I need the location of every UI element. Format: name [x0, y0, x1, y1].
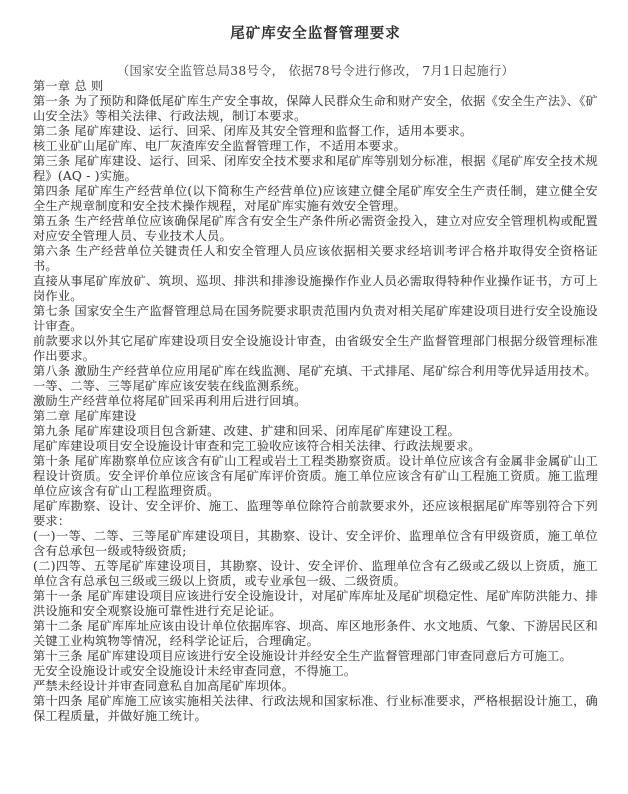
paragraph: 第十条 尾矿库勘察单位应该含有矿山工程或岩土工程类勘察资质。设计单位应该含有金属非金属矿山工程设计资质。安全评价单位应该含有尾矿库评价资质。施工单位应该含有矿山工程施工资质。施工监理单位应该含有矿山工程监理资质。: [33, 454, 598, 498]
paragraph: 无安全设施设计或安全设施设计未经审查同意，不得施工。: [33, 664, 357, 678]
paragraph: 尾矿库建设项目安全设施设计审查和完工验收应该符合相关法律、行政法规要求。: [33, 439, 481, 453]
paragraph: 第四条 尾矿库生产经营单位(以下简称生产经营单位)应该建立健全尾矿库安全生产责任制，建立健全安全生产规章制度和安全技术操作规程，对尾矿库实施有效安全管理。: [33, 184, 598, 213]
paragraph: 一等、二等、三等尾矿库应该安装在线监测系统。: [33, 379, 307, 393]
chapter-heading: 第二章 尾矿库建设: [33, 409, 137, 423]
paragraph: 第六条 生产经营单位关键责任人和安全管理人员应该依据相关要求经培训考评合格并取得安全资格证书。: [33, 244, 598, 273]
paragraph: 尾矿库勘察、设计、安全评价、施工、监理等单位除符合前款要求外，还应该根据尾矿库等别符合下列要求：: [33, 499, 598, 528]
paragraph: (一)一等、二等、三等尾矿库建设项目，其勘察、设计、安全评价、监理单位含有甲级资质，施工单位含有总承包一级或特级资质;: [33, 529, 598, 558]
document-subtitle: （国家安全监管总局38号令， 依据78号令进行修改， 7月1日起施行）: [116, 64, 515, 78]
paragraph: 第十三条 尾矿库建设项目应该进行安全设施设计并经安全生产监督管理部门审查同意后方可施工。: [33, 649, 572, 663]
paragraph: (二)四等、五等尾矿库建设项目，其勘察、设计、安全评价、监理单位含有乙级或乙级以上资质，施工单位含有总承包三级或三级以上资质，或专业承包一级、二级资质。: [33, 559, 598, 588]
paragraph: 第十一条 尾矿库建设项目应该进行安全设施设计，对尾矿库库址及尾矿坝稳定性、尾矿库防洪能力、排洪设施和安全观察设施可靠性进行充足论证。: [33, 589, 598, 618]
paragraph: 第五条 生产经营单位应该确保尾矿库含有安全生产条件所必需资金投入，建立对应安全管理机构或配置对应安全管理人员、专业技术人员。: [33, 214, 598, 243]
chapter-heading: 第一章 总 则: [33, 79, 104, 93]
paragraph: 第九条 尾矿库建设项目包含新建、改建、扩建和回采、闭库尾矿库建设工程。: [33, 424, 460, 438]
paragraph: 第十二条 尾矿库库址应该由设计单位依据库容、坝高、库区地形条件、水文地质、气象、下游居民区和关键工业构筑物等情况，经科学论证后，合理确定。: [33, 619, 598, 648]
document-title: 尾矿库安全监督管理要求: [230, 25, 401, 42]
paragraph: 第八条 激励生产经营单位应用尾矿库在线监测、尾矿充填、干式排尾、尾矿综合利用等优异适用技术。: [33, 364, 597, 378]
paragraph: 第二条 尾矿库建设、运行、回采、闭库及其安全管理和监督工作，适用本要求。: [33, 124, 473, 138]
paragraph: 第一条 为了预防和降低尾矿库生产安全事故，保障人民群众生命和财产安全，依据《安全生产法》、《矿山安全法》等相关法律、行政法规，制订本要求。: [33, 94, 598, 123]
paragraph: 核工业矿山尾矿库、电厂灰渣库安全监督管理工作，不适用本要求。: [33, 139, 407, 153]
paragraph: 直接从事尾矿库放矿、筑坝、巡坝、排洪和排渗设施操作作业人员必需取得特种作业操作证书，方可上岗作业。: [33, 274, 598, 303]
paragraph: 第十四条 尾矿库施工应该实施相关法律、行政法规和国家标准、行业标准要求，严格根据设计施工，确保工程质量，并做好施工统计。: [33, 694, 598, 723]
paragraph: 激励生产经营单位将尾矿回采再利用后进行回填。: [33, 394, 307, 408]
paragraph: 前款要求以外其它尾矿库建设项目安全设施设计审查，由省级安全生产监督管理部门根据分级管理标准作出要求。: [33, 334, 598, 363]
paragraph: 第三条 尾矿库建设、运行、回采、闭库安全技术要求和尾矿库等别划分标准，根据《尾矿库安全技术规程》(AQ - )实施。: [33, 154, 598, 183]
paragraph: 第七条 国家安全生产监督管理总局在国务院要求职责范围内负责对相关尾矿库建设项目进行安全设施设计审查。: [33, 304, 598, 333]
document-body: [33, 79, 598, 724]
paragraph: 严禁未经设计并审查同意私自加高尾矿库坝体。: [33, 679, 295, 693]
